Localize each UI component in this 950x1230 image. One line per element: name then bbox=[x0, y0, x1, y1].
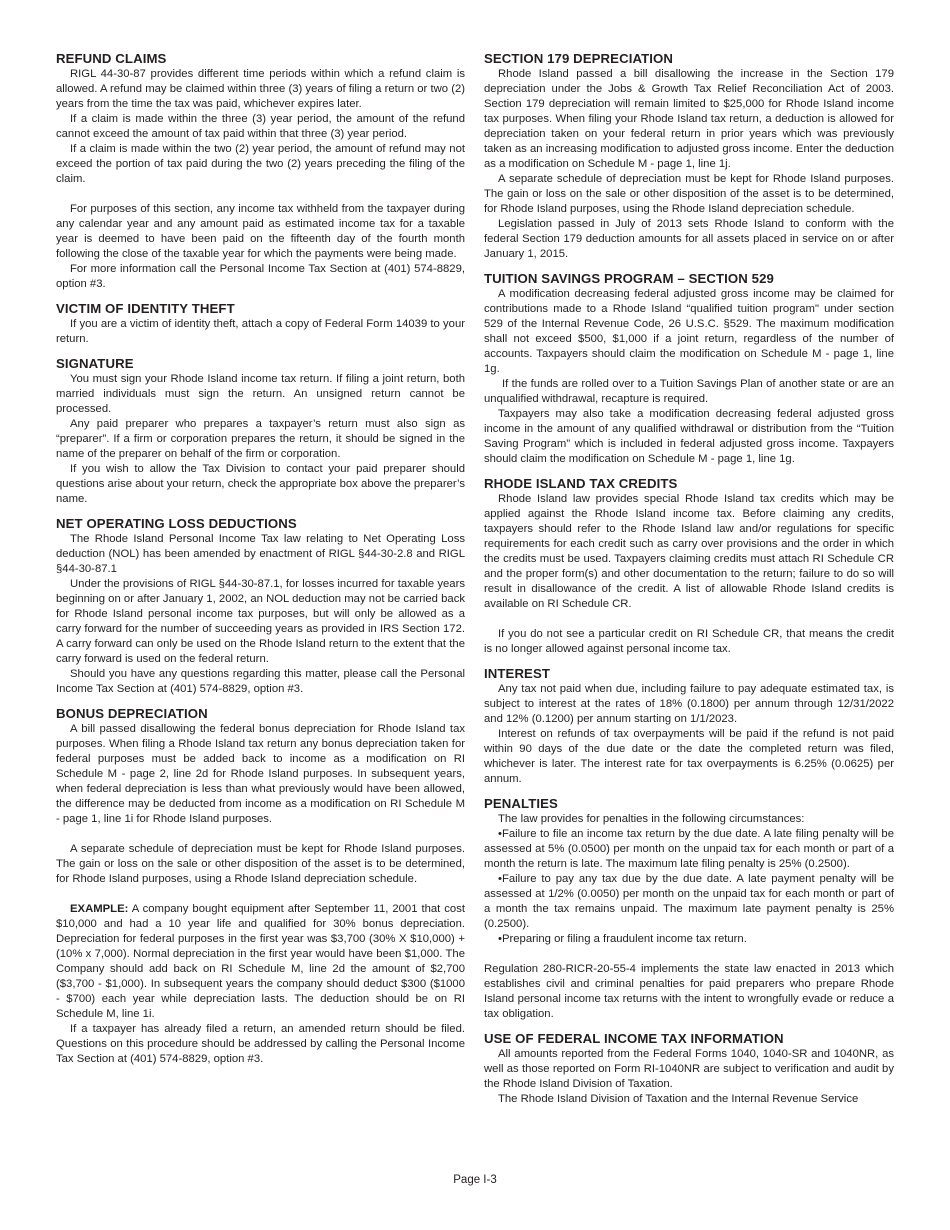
federal-info-section bbox=[484, 1030, 894, 1107]
paragraph: All amounts reported from the Federal Forms 1040, 1040-SR and 1040NR, as well as those reported on Form RI-1040NR are subject to verification and audit by the Rhode Island Division of Taxation. bbox=[484, 1048, 894, 1090]
paragraph: Any paid preparer who prepares a taxpayer’s return must also sign as “preparer”. If a firm or corporation prepares the return, it should be signed in the name of the preparer on behalf of the firm or corporation. bbox=[56, 418, 465, 460]
paragraph: The Rhode Island Division of Taxation and the Internal Revenue Service bbox=[498, 1093, 859, 1105]
section-heading: NET OPERATING LOSS DEDUCTIONS bbox=[56, 516, 297, 531]
section-heading: VICTIM OF IDENTITY THEFT bbox=[56, 301, 235, 316]
bullet-item: •Failure to file an income tax return by the due date. A late filing penalty will be assessed at 5% (0.0500) per month on the unpaid tax for each month or part of a month the return is late. The maximum late filing penalty is 25% (0.2500). bbox=[484, 828, 894, 870]
section-heading: TUITION SAVINGS PROGRAM – SECTION 529 bbox=[484, 271, 774, 286]
paragraph: The law provides for penalties in the following circumstances: bbox=[498, 813, 805, 825]
penalties-section bbox=[484, 795, 894, 1022]
paragraph: A separate schedule of depreciation must be kept for Rhode Island purposes. The gain or loss on the sale or other disposition of the asset is to be determined, for Rhode Island purposes, using the Rhode Island depreciation schedule. bbox=[484, 173, 894, 215]
example-label: EXAMPLE: bbox=[70, 903, 129, 915]
section-heading: INTEREST bbox=[484, 666, 551, 681]
paragraph: Any tax not paid when due, including failure to pay adequate estimated tax, is subject to interest at the rates of 18% (0.1800) per annum through 12/31/2022 and 12% (0.1200) per annum starting on 1/1/2023. bbox=[484, 683, 894, 725]
paragraph: If you do not see a particular credit on RI Schedule CR, that means the credit is no longer allowed against personal income tax. bbox=[484, 628, 894, 655]
paragraph: Taxpayers may also take a modification decreasing federal adjusted gross income in the amount of any qualified withdrawal or distribution from the “Tuition Saving Program” which is included in federal adjusted gross income. Taxpayers should claim the modification on Schedule M - page 1, line 1g. bbox=[484, 408, 894, 465]
paragraph: If you wish to allow the Tax Division to contact your paid preparer should questions arise about your return, check the appropriate box above the preparer’s name. bbox=[56, 463, 465, 505]
section-heading: PENALTIES bbox=[484, 796, 558, 811]
paragraph: Legislation passed in July of 2013 sets Rhode Island to conform with the federal Section 179 deduction amounts for all assets placed in service on or after January 1, 2015. bbox=[484, 218, 894, 260]
interest-section bbox=[484, 665, 894, 787]
paragraph: Regulation 280-RICR-20-55-4 implements the state law enacted in 2013 which establishes civil and criminal penalties for paid preparers who prepare Rhode Island personal income tax returns with the intent to wrongfully evade or reduce a tax obligation. bbox=[484, 963, 894, 1020]
signature-section bbox=[56, 355, 465, 507]
section-heading: REFUND CLAIMS bbox=[56, 51, 167, 66]
paragraph: You must sign your Rhode Island income tax return. If filing a joint return, both married individuals must sign the return. An unsigned return cannot be processed. bbox=[56, 373, 465, 415]
paragraph: Interest on refunds of tax overpayments will be paid if the refund is not paid within 90 days of the due date or the date the completed return was filed, whichever is later. The interest rate for tax overpayments is 6.25% (0.0625) per annum. bbox=[484, 728, 894, 785]
section-heading: BONUS DEPRECIATION bbox=[56, 706, 208, 721]
paragraph: Should you have any questions regarding this matter, please call the Personal Income Tax Section at (401) 574-8829, option #3. bbox=[56, 668, 465, 695]
bonus-depreciation-section bbox=[56, 705, 465, 1067]
paragraph: If a claim is made within the three (3) year period, the amount of the refund cannot exceed the amount of tax paid within that three (3) year period. bbox=[56, 113, 465, 140]
paragraph: For purposes of this section, any income tax withheld from the taxpayer during any calendar year and any amount paid as estimated income tax for a taxable year is deemed to have been paid on the fifteenth day of the fourth month following the close of the taxable year for which the payments were being made. bbox=[56, 203, 465, 260]
paragraph: For more information call the Personal Income Tax Section at (401) 574-8829, option #3. bbox=[56, 263, 465, 290]
tax-credits-section bbox=[484, 475, 894, 657]
bullet-item: •Failure to pay any tax due by the due date. A late payment penalty will be assessed at 1/2% (0.0050) per month on the unpaid tax for each month or part of a month the tax remains unpaid. The maximum late payment penalty is 25% (0.2500). bbox=[484, 873, 894, 930]
right-column bbox=[484, 50, 894, 1115]
section-heading: SIGNATURE bbox=[56, 356, 134, 371]
refund-claims-section bbox=[56, 50, 465, 292]
paragraph: A bill passed disallowing the federal bonus depreciation for Rhode Island tax purposes. When filing a Rhode Island tax return any bonus depreciation taken for federal purposes must be added back to income as a modification on RI Schedule M - page 2, line 2d for Rhode Island purposes. In subsequent years, when federal depreciation is less than what previously would have been allowed, the difference may be deducted from income as a modification on RI Schedule M - page 1, line 1i for Rhode Island purposes. bbox=[56, 723, 465, 825]
paragraph: Under the provisions of RIGL §44-30-87.1, for losses incurred for taxable years beginning on or after January 1, 2002, an NOL deduction may not be carried back for Rhode Island personal income tax purposes, but will only be allowed as a carry forward for the number of succeeding years as provided in IRS Section 172. A carry forward can only be used on the Rhode Island return to the extent that the carry forward is used on the federal return. bbox=[56, 578, 465, 665]
page-number: Page I-3 bbox=[453, 1174, 497, 1186]
paragraph: The Rhode Island Personal Income Tax law relating to Net Operating Loss deduction (NOL) has been amended by enactment of RIGL §44-30-2.8 and RIGL §44-30-87.1 bbox=[56, 533, 465, 575]
tuition-savings-section bbox=[484, 270, 894, 467]
paragraph: Rhode Island law provides special Rhode Island tax credits which may be applied against the Rhode Island income tax. Before claiming any credits, taxpayers should refer to the Rhode Island law and/or regulations for specific requirements for each credit such as carry over provisions and the order in which the credits must be used. Taxpayers claiming credits must attach RI Schedule CR and the proper form(s) and other documentation to the return; failure to do so will result in disallowance of the credit. A list of allowable Rhode Island credits is available on RI Schedule CR. bbox=[484, 493, 894, 610]
identity-theft-section bbox=[56, 300, 465, 347]
section-heading: RHODE ISLAND TAX CREDITS bbox=[484, 476, 678, 491]
paragraph: If you are a victim of identity theft, attach a copy of Federal Form 14039 to your return. bbox=[56, 318, 465, 345]
left-column bbox=[56, 50, 465, 1075]
bullet-item: •Preparing or filing a fraudulent income tax return. bbox=[498, 933, 747, 945]
paragraph: A separate schedule of depreciation must be kept for Rhode Island purposes. The gain or loss on the sale or other disposition of the asset is to be determined, for Rhode Island purposes, using a Rhode Island depreciation schedule. bbox=[56, 843, 465, 885]
section-heading: USE OF FEDERAL INCOME TAX INFORMATION bbox=[484, 1031, 784, 1046]
paragraph: RIGL 44-30-87 provides different time periods within which a refund claim is allowed. A refund may be claimed within three (3) years of filing a return or two (2) years from the time the tax was paid, whichever expires later. bbox=[56, 68, 465, 110]
example-paragraph bbox=[56, 902, 465, 1022]
section-heading: SECTION 179 DEPRECIATION bbox=[484, 51, 674, 66]
section-179-section bbox=[484, 50, 894, 262]
paragraph: If a taxpayer has already filed a return, an amended return should be filed. Questions on this procedure should be addressed by calling the Personal Income Tax Section at (401) 574-8829, option #3. bbox=[56, 1023, 465, 1065]
paragraph: A modification decreasing federal adjusted gross income may be claimed for contributions made to a Rhode Island “qualified tuition program" under section 529 of the Internal Revenue Code, 26 U.S.C. §529. The maximum modification shall not exceed $500, $1,000 if a joint return, regardless of the number of accounts. Taxpayers should claim the modification on Schedule M - page 1, line 1g. bbox=[484, 288, 894, 375]
example-text: A company bought equipment after September 11, 2001 that cost $10,000 and had a 10 year life and qualified for 30% bonus depreciation. Depreciation for federal purposes in the first year was $3,700 (30% X $10,000) + (10% x 7,000). Normal depreciation in the first year would have been $1,000. The Company should add back on RI Schedule M, line 2d the amount of $2,700 ($3,700 - $1,000). In subsequent years the company should deduct $300 ($1000 - $700) each year while depreciation lasts. The deduction should be on RI Schedule M, line 1i. bbox=[56, 903, 465, 1020]
paragraph: Rhode Island passed a bill disallowing the increase in the Section 179 depreciation under the Jobs & Growth Tax Relief Reconciliation Act of 2003. Section 179 depreciation will remain limited to $25,000 for Rhode Island income tax purposes. When filing your Rhode Island tax return, a deduction is allowed for depreciation taken on your federal return in prior years which was previously taken as an increasing modification to adjusted gross income. Enter the deduction as a modification on Schedule M - page 1, line 1j. bbox=[484, 68, 894, 170]
net-operating-loss-section bbox=[56, 515, 465, 697]
paragraph: If the funds are rolled over to a Tuition Savings Plan of another state or are an unqualified withdrawal, recapture is required. bbox=[484, 378, 894, 405]
paragraph: If a claim is made within the two (2) year period, the amount of refund may not exceed the portion of tax paid during the two (2) years preceding the filing of the claim. bbox=[56, 143, 465, 185]
